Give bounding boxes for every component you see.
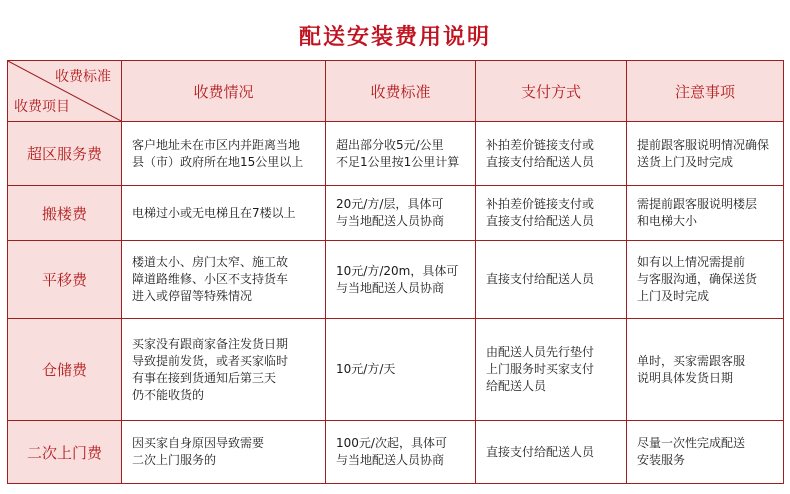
column-header-standard: 收费标准 (326, 61, 476, 122)
fee-payment: 直接支付给配送人员 (476, 241, 627, 319)
fee-standard: 100元/次起，具体可 与当地配送人员协商 (326, 421, 476, 484)
fee-notes: 单时，买家需跟客服 说明具体发货日期 (627, 319, 784, 421)
fee-notes: 提前跟客服说明情况确保 送货上门及时完成 (627, 122, 784, 186)
fee-standard: 超出部分收5元/公里 不足1公里按1公里计算 (326, 122, 476, 186)
fee-notes: 如有以上情况需提前 与客服沟通，确保送货 上门及时完成 (627, 241, 784, 319)
fee-payment: 补拍差价链接支付或 直接支付给配送人员 (476, 186, 627, 241)
fee-item-name: 仓储费 (8, 319, 122, 421)
table-row (8, 186, 784, 241)
fee-situation: 客户地址未在市区内并距离当地 县（市）政府所在地15公里以上 (122, 122, 326, 186)
fee-table (7, 60, 784, 484)
table-row (8, 319, 784, 421)
column-header-payment: 支付方式 (476, 61, 627, 122)
fee-payment: 由配送人员先行垫付 上门服务时买家支付 给配送人员 (476, 319, 627, 421)
fee-situation: 楼道太小、房门太窄、施工故 障道路维修、小区不支持货车 进入或停留等特殊情况 (122, 241, 326, 319)
diagonal-header-cell (8, 61, 122, 122)
column-header-situation: 收费情况 (122, 61, 326, 122)
fee-standard: 10元/方/天 (326, 319, 476, 421)
table-row (8, 241, 784, 319)
fee-item-name: 二次上门费 (8, 421, 122, 484)
fee-situation: 电梯过小或无电梯且在7楼以上 (122, 186, 326, 241)
page-title: 配送安装费用说明 (298, 25, 491, 50)
table-row (8, 122, 784, 186)
fee-standard: 10元/方/20m，具体可 与当地配送人员协商 (326, 241, 476, 319)
table-header-row (8, 61, 784, 122)
fee-notes: 需提前跟客服说明楼层 和电梯大小 (627, 186, 784, 241)
fee-item-name: 平移费 (8, 241, 122, 319)
fee-situation: 因买家自身原因导致需要 二次上门服务的 (122, 421, 326, 484)
fee-item-name: 超区服务费 (8, 122, 122, 186)
fee-situation: 买家没有跟商家备注发货日期 导致提前发货，或者买家临时 有事在接到货通知后第三天 仍不能收货的 (122, 319, 326, 421)
table-row (8, 421, 784, 484)
diagonal-bottom-label: 收费项目 (14, 99, 70, 115)
column-header-notes: 注意事项 (627, 61, 784, 122)
fee-item-name: 搬楼费 (8, 186, 122, 241)
fee-payment: 补拍差价链接支付或 直接支付给配送人员 (476, 122, 627, 186)
diagonal-top-label: 收费标准 (55, 69, 111, 85)
fee-standard: 20元/方/层，具体可 与当地配送人员协商 (326, 186, 476, 241)
fee-notes: 尽量一次性完成配送 安装服务 (627, 421, 784, 484)
fee-payment: 直接支付给配送人员 (476, 421, 627, 484)
